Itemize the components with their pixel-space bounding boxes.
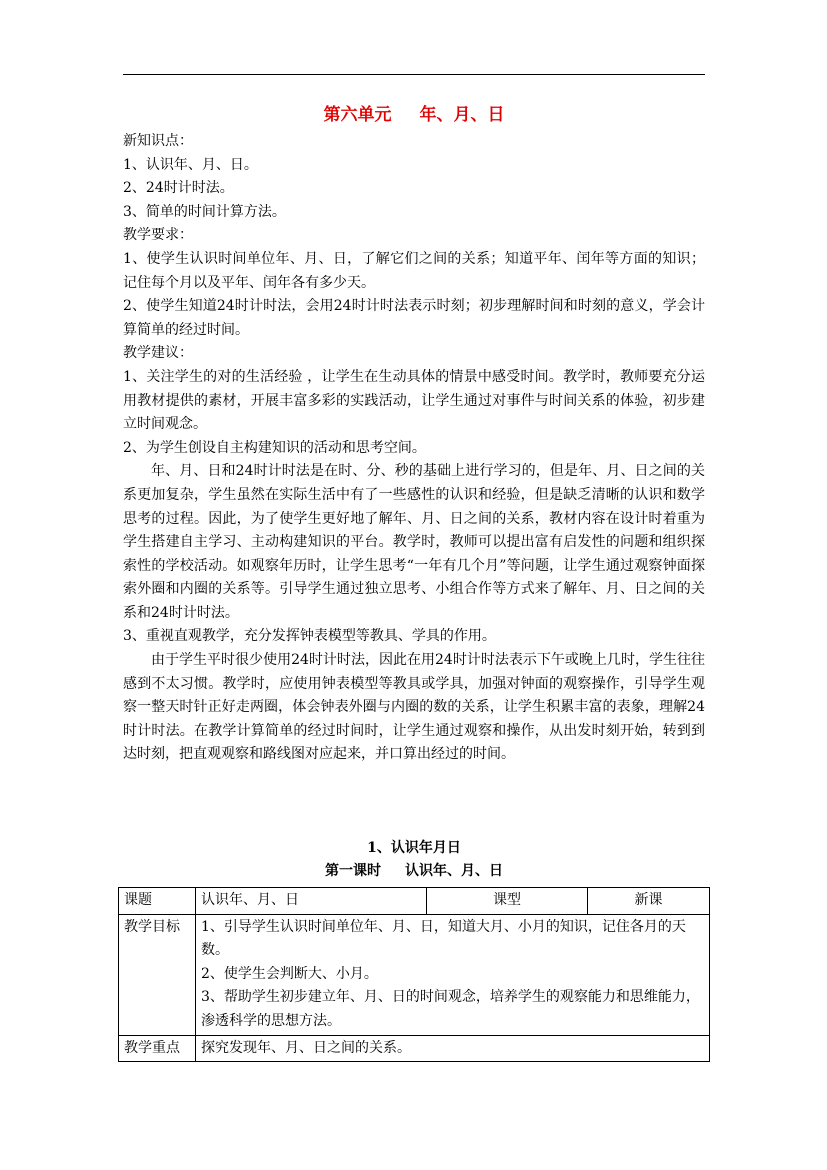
- table-row: [119, 1035, 710, 1062]
- requirement-item: 1、使学生认识时间单位年、月、日，了解它们之间的关系；知道平年、闰年等方面的知识；记住每个月以及平年、闰年各有多少天。: [123, 250, 705, 291]
- table-label: 课题: [119, 888, 196, 915]
- new-knowledge-heading: 新知识点：: [123, 133, 193, 149]
- table-row: [119, 888, 710, 915]
- suggestion-item: 1、关注学生的对的生活经验 ，让学生在生动具体的情景中感受时间。教学时，教师要充分运用教材提供的素材，开展丰富多彩的实践活动，让学生通过对事件与时间关系的体验，初步建立时间观念。: [123, 368, 705, 433]
- unit-title-right: 年、月、日: [419, 105, 505, 125]
- knowledge-item: 2、24时计时法。: [123, 180, 234, 197]
- table-label: 教学重点: [119, 1035, 196, 1062]
- suggestion-paragraph: 年、月、日和24时计时法是在时、分、秒的基础上进行学习的，但是年、月、日之间的关系更加复杂，学生虽然在实际生活中有了一些感性的认识和经验，但是缺乏清晰的认识和数学思考的过程。因此，为了使学生更好地了解年、月、日之间的关系，教材内容在设计时着重为学生搭建自主学习、主动构建知识的平台。教学时，教师可以提出富有启发性的问题和组织探索性的学校活动。如观察年历时，让学生思考“一年有几个月”等问题，让学生通过观察钟面探索外圈和内圈的关系等。引导学生通过独立思考、小组合作等方式来了解年、月、日之间的关系和24时计时法。: [123, 463, 705, 621]
- requirement-item: 2、使学生知道24时计时法，会用24时计时法表示时刻；初步理解时间和时刻的意义，学会计算简单的经过时间。: [123, 298, 705, 338]
- knowledge-item: 3、简单的时间计算方法。: [123, 203, 286, 220]
- lesson-title: 1、认识年月日: [367, 840, 461, 857]
- suggestion-item: 3、重视直观教学，充分发挥钟表模型等教具、学具的作用。: [123, 628, 496, 645]
- suggestions-heading: 教学建议：: [123, 345, 193, 362]
- lesson-subtitle-left: 第一课时: [325, 863, 381, 880]
- objective-item: 3、帮助学生初步建立年、月、日的时间观念，培养学生的观察能力和思维能力，渗透科学的思想方法。: [201, 989, 700, 1029]
- suggestion-item: 2、为学生创设自主构建知识的活动和思考空间。: [123, 439, 426, 456]
- key-point-value: 探究发现年、月、日之间的关系。: [196, 1035, 710, 1062]
- table-label: 教学目标: [119, 914, 196, 1035]
- knowledge-item: 1、认识年、月、日。: [123, 156, 258, 173]
- lesson-subtitle-right: 认识年、月、日: [405, 863, 503, 880]
- table-row: [119, 914, 710, 1035]
- type-label: 课型: [427, 888, 588, 915]
- unit-title: [123, 100, 705, 130]
- header-rule: [123, 74, 705, 75]
- suggestion-paragraph: 由于学生平时很少使用24时计时法，因此在用24时计时法表示下午或晚上几时，学生往往感到不太习惯。教学时，应使用钟表模型等教具或学具，加强对钟面的观察操作，引导学生观察一整天时针正好走两圈，体会钟表外圈与内圈的数的关系，让学生积累丰富的表象，理解24时计时法。在教学计算简单的经过时间时，让学生通过观察和操作，从出发时刻开始，转到到达时刻，把直观观察和路线图对应起来，并口算出经过的时间。: [123, 652, 705, 763]
- document-body: [123, 100, 705, 883]
- objective-item: 1、引导学生认识时间单位年、月、日，知道大月、小月的知识，记住各月的天数。: [201, 918, 686, 959]
- type-value: 新课: [588, 888, 710, 915]
- lesson-subtitle: [123, 860, 705, 883]
- topic-value: 认识年、月、日: [196, 888, 427, 915]
- lesson-table: [118, 887, 710, 1062]
- objective-item: 2、使学生会判断大、小月。: [201, 965, 378, 982]
- unit-title-left: 第六单元: [323, 105, 392, 125]
- requirements-heading: 教学要求：: [123, 227, 193, 244]
- objectives-cell: [196, 914, 710, 1035]
